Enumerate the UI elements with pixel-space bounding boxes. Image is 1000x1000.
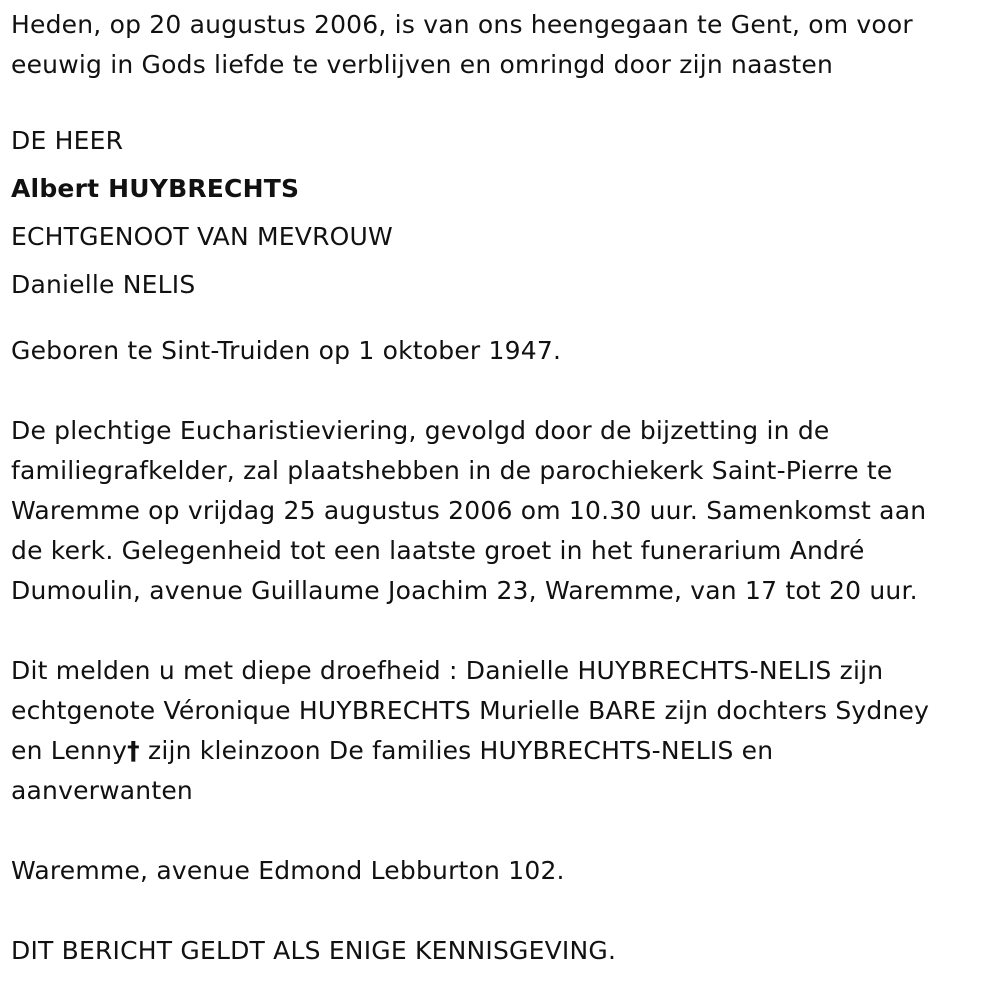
birth-paragraph bbox=[11, 331, 991, 371]
ceremony-paragraph bbox=[11, 411, 991, 611]
honorific: DE HEER bbox=[11, 126, 124, 155]
mourners-line-4: aanverwanten bbox=[11, 776, 193, 805]
address-line: Waremme, avenue Edmond Lebburton 102. bbox=[11, 856, 565, 885]
mourners-line-3-start: en Lenny bbox=[11, 736, 128, 765]
spouse-name: Danielle NELIS bbox=[11, 270, 196, 299]
notice-paragraph bbox=[11, 931, 991, 971]
intro-paragraph bbox=[11, 0, 991, 85]
mourners-paragraph bbox=[11, 651, 991, 811]
intro-line-1: Heden, op 20 augustus 2006, is van ons heengegaan te Gent, om voor bbox=[11, 10, 913, 39]
mourners-line-1: Dit melden u met diepe droefheid : Danielle HUYBRECHTS-NELIS zijn bbox=[11, 656, 884, 685]
deceased-name: Albert HUYBRECHTS bbox=[11, 174, 300, 203]
intro-line-2: eeuwig in Gods liefde te verblijven en omringd door zijn naasten bbox=[11, 50, 833, 79]
cross-icon: † bbox=[127, 736, 140, 765]
ceremony-line-2: familiegrafkelder, zal plaatshebben in de parochiekerk Saint-Pierre te bbox=[11, 456, 893, 485]
notice-line: DIT BERICHT GELDT ALS ENIGE KENNISGEVING. bbox=[11, 936, 617, 965]
ceremony-line-1: De plechtige Eucharistieviering, gevolgd door de bijzetting in de bbox=[11, 416, 830, 445]
ceremony-line-5: Dumoulin, avenue Guillaume Joachim 23, Waremme, van 17 tot 20 uur. bbox=[11, 576, 918, 605]
ceremony-line-3: Waremme op vrijdag 25 augustus 2006 om 10.30 uur. Samenkomst aan bbox=[11, 496, 927, 525]
birth-line: Geboren te Sint-Truiden op 1 oktober 1947. bbox=[11, 336, 562, 365]
ceremony-line-4: de kerk. Gelegenheid tot een laatste groet in het funerarium André bbox=[11, 536, 865, 565]
mourners-line-2: echtgenote Véronique HUYBRECHTS Murielle BARE zijn dochters Sydney bbox=[11, 696, 930, 725]
mourners-line-3-end: zijn kleinzoon De families HUYBRECHTS-NELIS en bbox=[139, 736, 774, 765]
deceased-block bbox=[11, 117, 991, 309]
obituary-notice bbox=[11, 0, 991, 971]
spouse-label: ECHTGENOOT VAN MEVROUW bbox=[11, 222, 393, 251]
mourners-line-3 bbox=[11, 731, 991, 771]
address-paragraph bbox=[11, 851, 991, 891]
